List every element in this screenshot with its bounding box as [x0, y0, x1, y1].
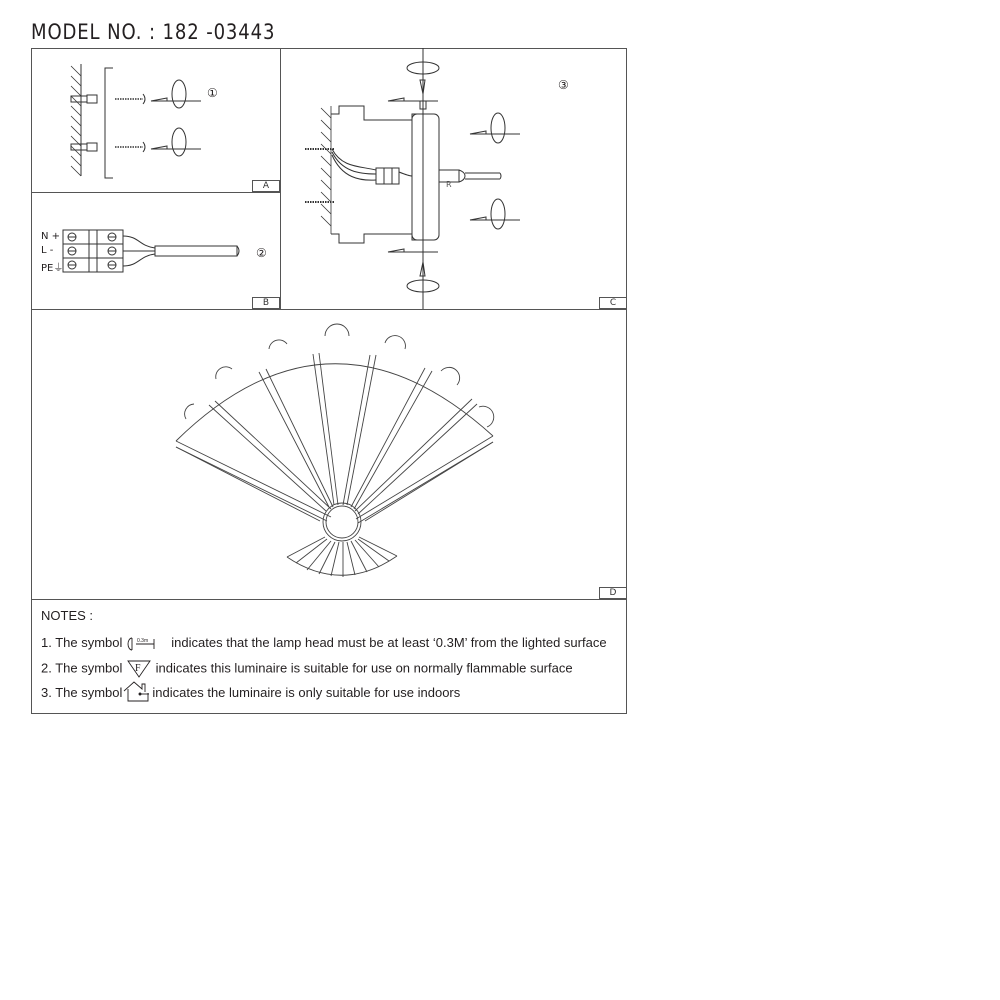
- note-prefix: 1. The symbol: [41, 635, 123, 650]
- panel-label-c: C: [599, 297, 627, 309]
- step-3-marker: ③: [558, 78, 569, 92]
- step-2-marker: ②: [256, 246, 267, 260]
- fan-rib: [176, 353, 493, 523]
- screwdriver-rotate-icon: [151, 80, 201, 156]
- note-item: [41, 635, 607, 652]
- note-prefix: 3. The symbol: [41, 685, 123, 700]
- cable-mark: R: [446, 180, 452, 189]
- fan-hub: [323, 503, 361, 541]
- fan-lower-arc: [287, 556, 397, 575]
- fan-luminaire-drawing: [31, 309, 627, 599]
- bracket-outline: [331, 106, 423, 120]
- panel-b-diagram: [31, 192, 281, 309]
- flammable-surface-F-icon: [126, 660, 152, 678]
- terminal-screw-icon: [68, 233, 116, 269]
- panel-label-d: D: [599, 587, 627, 599]
- note-text: indicates this luminaire is suitable for use on normally flammable surface: [155, 660, 573, 676]
- terminal-label-pe: PE⏚: [41, 263, 64, 274]
- note-text: indicates the luminaire is only suitable for use indoors: [152, 685, 461, 700]
- screw-icon: [115, 99, 143, 147]
- step-1-marker: ①: [207, 86, 218, 100]
- svg-text:0.3m: 0.3m: [137, 637, 149, 644]
- notes-title: NOTES :: [41, 608, 94, 623]
- model-number-title: MODEL NO. : 182 -03443: [31, 20, 276, 44]
- divider-d-notes: [31, 599, 627, 600]
- fan-outer-arc: [176, 364, 493, 441]
- panel-label-a: A: [252, 180, 280, 192]
- note-item: [41, 660, 573, 678]
- wall-hatch-icon: [321, 106, 331, 234]
- terminal-block-icon: [376, 168, 399, 184]
- note-prefix: 2. The symbol: [41, 660, 123, 676]
- indoor-house-icon: [122, 680, 152, 702]
- note-text: indicates that the lamp head must be at least ‘0.3M’ from the lighted surface: [171, 635, 607, 650]
- distance-0.3m-icon: [126, 636, 158, 652]
- canopy-outline: [412, 114, 439, 240]
- terminal-label-l: L -: [41, 245, 54, 256]
- panel-a-diagram: [31, 48, 281, 192]
- terminal-label-n: N +: [41, 231, 61, 242]
- note-item: [41, 685, 460, 702]
- bracket-icon: [105, 68, 113, 178]
- wall-hatch-icon: [71, 66, 81, 176]
- rotate-arrow-icon: [388, 62, 520, 292]
- panel-c-diagram: [280, 48, 627, 309]
- svg-text:F: F: [135, 663, 141, 674]
- wall-plug-icon: [71, 95, 97, 151]
- panel-label-b: B: [252, 297, 280, 309]
